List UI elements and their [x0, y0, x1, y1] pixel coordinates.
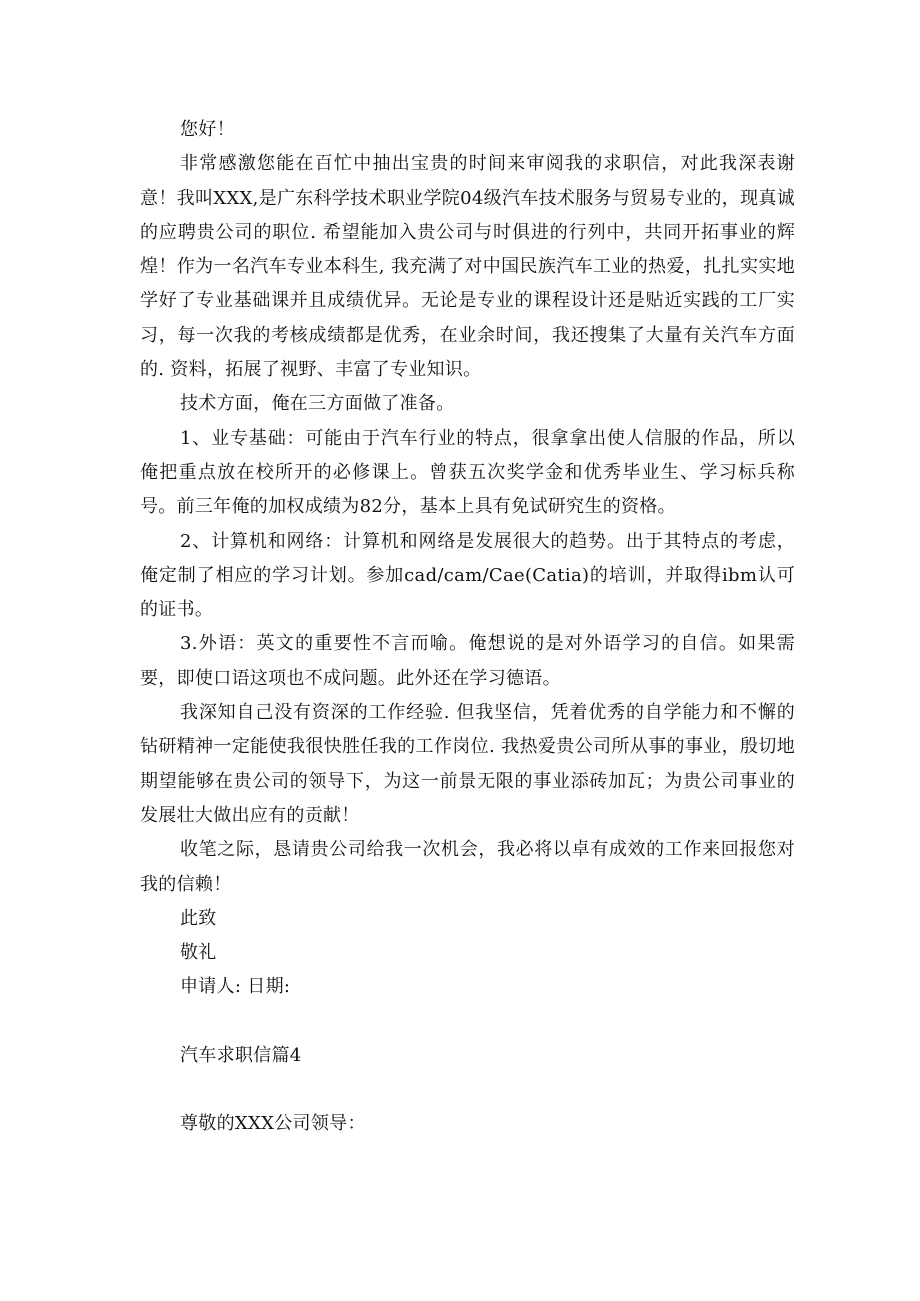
- spacer: [140, 1073, 795, 1107]
- paragraph-tech-intro: 技术方面，俺在三方面做了准备。: [180, 393, 455, 415]
- greeting: 您好！: [180, 119, 235, 140]
- next-letter-greeting: 尊敬的XXX公司领导：: [180, 1113, 366, 1135]
- paragraph-basics: 1、业专基础：可能由于汽车行业的特点，很拿拿出使人信服的作品，所以俺把重点放在校所开的必修课上。曾获五次奖学金和优秀毕业生、学习标兵称号。前三年俺的加权成绩为82分，基本上具有免试研究生的资格。: [140, 427, 795, 518]
- paragraph-experience: 我深知自己没有资深的工作经验. 但我坚信，凭着优秀的自学能力和不懈的钻研精神一定能使我很快胜任我的工作岗位. 我热爱贵公司所从事的事业，殷切地期望能够在贵公司的领导下，为这一前景无限的事业添砖加瓦；为贵公司事业的发展壮大做出应有的贡献！: [140, 702, 795, 826]
- spacer: [140, 1005, 795, 1039]
- paragraph-computer: 2、计算机和网络：计算机和网络是发展很大的趋势。出于其特点的考虑，俺定制了相应的学习计划。参加cad/cam/Cae(Catia)的培训，并取得ibm认可的证书。: [140, 530, 795, 621]
- paragraph-closing: 收笔之际，恳请贵公司给我一次机会，我必将以卓有成效的工作来回报您对我的信赖！: [140, 839, 795, 895]
- letter-body: [140, 113, 795, 1141]
- next-letter-title: 汽车求职信篇4: [180, 1044, 302, 1066]
- signature-line: 申请人: 日期:: [180, 976, 291, 998]
- paragraph-intro: 非常感激您能在百忙中抽出宝贵的时间来审阅我的求职信，对此我深表谢意！我叫XXX,是广东科学技术职业学院04级汽车技术服务与贸易专业的，现真诚的应聘贵公司的职位. 希望能加入贵公司与时俱进的行列中，共同开拓事业的辉煌！作为一名汽车专业本科生, 我充满了对中国民族汽车工业的热爱，扎扎实实地学好了专业基础课并且成绩优异。无论是专业的课程设计还是贴近实践的工厂实习，每一次我的考核成绩都是优秀，在业余时间，我还搜集了大量有关汽车方面的. 资料，拓展了视野、丰富了专业知识。: [140, 153, 795, 381]
- paragraph-language: 3.外语：英文的重要性不言而喻。俺想说的是对外语学习的自信。如果需要，即使口语这项也不成问题。此外还在学习德语。: [140, 633, 795, 689]
- closing-regards: 敬礼: [180, 942, 217, 964]
- closing-salutation: 此致: [180, 907, 217, 929]
